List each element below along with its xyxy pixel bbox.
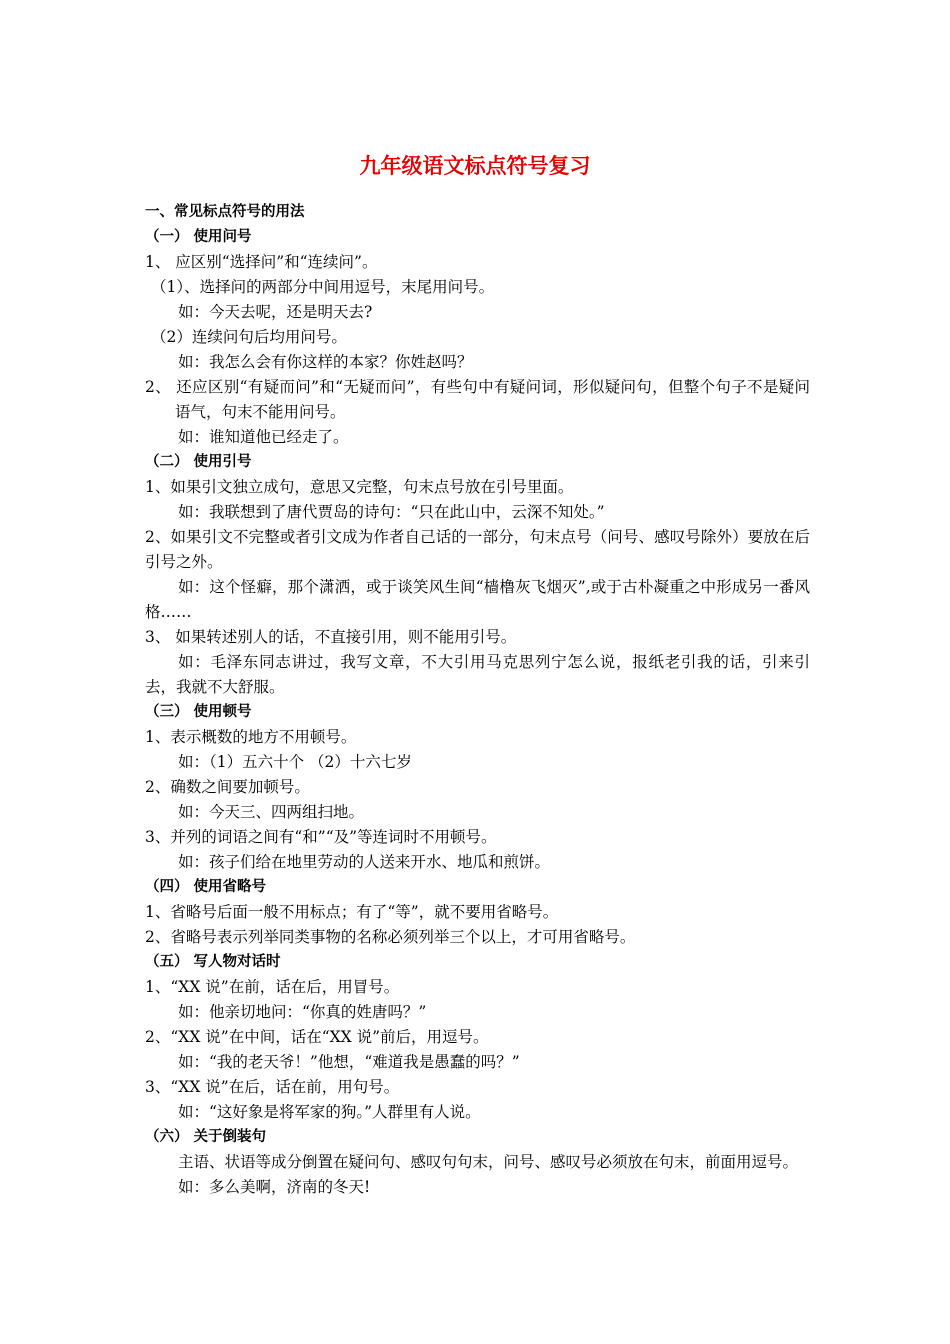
text-line: （1）、选择问的两部分中间用逗号，末尾用问号。	[151, 278, 495, 296]
document-title: 九年级语文标点符号复习	[359, 154, 591, 178]
text-line: 如：谁知道他已经走了。	[178, 428, 349, 446]
section-heading: （一） 使用问号	[145, 229, 252, 245]
text-line: 2、 还应区别“有疑而问”和“无疑而问”，有些句中有疑问词，形似疑问句，但整个句子不是疑问语气，句末不能用问号。	[145, 378, 810, 421]
section-heading: （六） 关于倒装句	[145, 1129, 267, 1145]
text-line: 主语、状语等成分倒置在疑问句、感叹句句末，问号、感叹号必须放在句末，前面用逗号。	[178, 1153, 799, 1171]
text-line: 如：多么美啊，济南的冬天!	[178, 1178, 371, 1196]
section-heading: 一、常见标点符号的用法	[145, 204, 305, 220]
text-line: 如：我联想到了唐代贾岛的诗句：“只在此山中，云深不知处。”	[178, 503, 605, 521]
text-line: 如：“我的老天爷！”他想，“难道我是愚蠢的吗？”	[178, 1053, 520, 1071]
text-line: 3、 如果转述别人的话，不直接引用，则不能用引号。	[145, 628, 517, 646]
text-line: 如：（1）五六十个 （2）十六七岁	[178, 753, 412, 771]
text-line: 1、 应区别“选择问”和“连续问”。	[145, 253, 378, 271]
text-line: 如：毛泽东同志讲过，我写文章，不大引用马克思列宁怎么说，报纸老引我的话，引来引去，我就不大舒服。	[145, 653, 810, 696]
document-body	[145, 200, 810, 1200]
text-line: 如：我怎么会有你这样的本家？你姓赵吗？	[178, 353, 473, 371]
text-line: 1、如果引文独立成句，意思又完整，句末点号放在引号里面。	[145, 478, 574, 496]
text-line: 2、如果引文不完整或者引文成为作者自己话的一部分，句末点号（问号、感叹号除外）要放在后引号之外。	[145, 528, 810, 571]
text-line: 2、省略号表示列举同类事物的名称必须列举三个以上，才可用省略号。	[145, 928, 636, 946]
section-heading: （五） 写人物对话时	[145, 954, 281, 970]
text-line: 如：今天去呢，还是明天去?	[178, 303, 373, 321]
section-heading: （三） 使用顿号	[145, 704, 252, 720]
text-line: 如：今天三、四两组扫地。	[178, 803, 365, 821]
text-line: 如：孩子们给在地里劳动的人送来开水、地瓜和煎饼。	[178, 853, 551, 871]
text-line: 如：他亲切地问：“你真的姓唐吗？”	[178, 1003, 427, 1021]
section-heading: （四） 使用省略号	[145, 879, 267, 895]
text-line: 2、“XX 说”在中间，话在“XX 说”前后，用逗号。	[145, 1028, 489, 1046]
text-line: 1、“XX 说”在前，话在后，用冒号。	[145, 978, 400, 996]
text-line: 3、“XX 说”在后，话在前，用句号。	[145, 1078, 400, 1096]
text-line: 3、并列的词语之间有“和”“及”等连词时不用顿号。	[145, 828, 497, 846]
text-line: 1、省略号后面一般不用标点；有了“等”，就不要用省略号。	[145, 903, 559, 921]
text-line: 1、表示概数的地方不用顿号。	[145, 728, 357, 746]
text-line: 如：“这好象是将军家的狗。”人群里有人说。	[178, 1103, 481, 1121]
section-heading: （二） 使用引号	[145, 454, 252, 470]
text-line: 如：这个怪癖，那个潇洒，或于谈笑风生间“樯橹灰飞烟灭”,或于古朴凝重之中形成另一番风格……	[145, 578, 810, 621]
text-line: 2、确数之间要加顿号。	[145, 778, 310, 796]
text-line: （2）连续问句后均用问号。	[151, 328, 347, 346]
